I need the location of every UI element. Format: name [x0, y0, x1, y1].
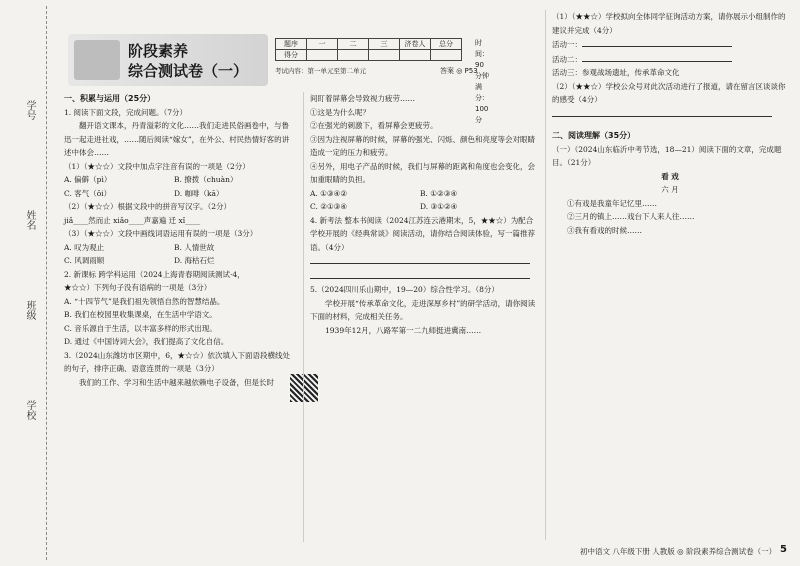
score-cell[interactable] — [369, 50, 400, 61]
question-2: 2. 新课标 跨学科运用（2024上海青春期阅读测试·4，★☆☆）下列句子没有语病的一项是（3分） — [64, 269, 245, 292]
option-a[interactable]: A. ①③④② — [310, 188, 348, 198]
page-footer: 初中语文 八年级下册 人教版 ◎ 阶段素养综合测试卷（一） — [580, 547, 777, 556]
score-header: 三 — [369, 39, 400, 50]
question-4: 4. 新考法 整本书阅读（2024江苏连云港期末，5，★★☆）为配合学校开展的《经典常谈》阅读活动，请你结合阅读体验，写一篇推荐语。（4分） — [310, 215, 535, 252]
option-c[interactable]: C. 客气（ǒi） — [64, 188, 112, 198]
sentence-3: ③因为注视屏幕的时候，屏幕的强光、闪烁、颜色和亮度等会对眼睛造成一定的压力和疲劳。 — [310, 134, 535, 157]
title-banner — [68, 34, 268, 86]
question-1-1: （1）（★☆☆）文段中加点字注音有误的一项是（2分） — [64, 161, 250, 171]
column-divider — [303, 92, 304, 542]
option-b[interactable]: B. ①②③④ — [420, 188, 458, 198]
score-cell[interactable] — [307, 50, 338, 61]
story-para-2: ②三月的镇上……戏台下人来人往…… — [567, 212, 695, 221]
exam-scope: 考试内容：第一单元至第二单元 — [275, 67, 366, 75]
score-cell[interactable] — [400, 50, 431, 61]
options — [310, 187, 538, 214]
question-1: 1. 阅读下面文段，完成问题。（7分） — [64, 107, 188, 117]
full-score: 满分：100分 — [475, 83, 489, 124]
question-3: 3.（2024山东潍坊市区期中，6，★☆☆）依次填入下面语段横线处的句子，排序正确、语意连贯的一项是（3分） — [64, 350, 291, 373]
score-header: 一 — [307, 39, 338, 50]
score-header: 总分 — [431, 39, 462, 50]
title-line1: 阶段素养 — [128, 42, 189, 60]
question-5-intro: 学校开展“传承革命文化，走进深厚乡村”的研学活动，请你阅读下面的材料，完成相关任务。 — [310, 298, 536, 321]
margin-label-class: 班级 — [24, 300, 35, 320]
score-header: 济卷人 — [400, 39, 431, 50]
banner-illustration-icon — [74, 40, 120, 80]
question-5: 5.（2024四川乐山期中，19—20）综合性学习。（8分） — [310, 285, 499, 294]
margin-label-school: 学校 — [24, 400, 35, 420]
options — [64, 241, 296, 268]
option-d[interactable]: D. 通过《中国诗词大会》，我们提高了文化自信。 — [64, 337, 229, 346]
section-heading: 二、阅读理解（35分） — [552, 131, 636, 140]
binding-margin — [0, 0, 58, 566]
option-c[interactable]: C. 风调雨顺 — [64, 256, 105, 265]
question-5-2: （2）（★★☆）学校公众号对此次活动进行了报道，请在留言区谈谈你的感受（4分） — [552, 81, 786, 104]
answer-line[interactable] — [310, 269, 538, 284]
option-a[interactable]: A. 叹为观止 — [64, 242, 105, 252]
cut-line — [46, 6, 47, 560]
sentence-2: ②在强光的刺激下，看屏幕会更疲劳。 — [310, 121, 438, 130]
question-3-text: 我们的工作、学习和生活中越来越依赖电子设备，但是长时 — [79, 377, 274, 387]
option-d[interactable]: D. 咖啡（kā） — [174, 188, 224, 198]
story-para-3: ③我有看戏的时候…… — [567, 225, 642, 235]
title-line2: 综合测试卷（一） — [128, 62, 249, 80]
option-b[interactable]: B. 撩拨（chuàn） — [174, 175, 238, 184]
score-cell[interactable] — [338, 50, 369, 61]
question-5-1: （1）（★★☆）学校拟向全体同学征询活动方案，请你展示小组制作的建议并完成（4分） — [552, 12, 786, 35]
score-header: 题序 — [276, 39, 307, 50]
answer-ref: 答案 ◎ P53 — [440, 67, 478, 75]
option-a[interactable]: A. “十四节气”是我们祖先领悟自然的智慧结晶。 — [64, 296, 225, 306]
margin-label-name: 姓名 — [24, 210, 35, 230]
sentence-4: ④另外，用电子产品的时候，我们与屏幕的距离和角度也会变化，会加重眼睛的负担。 — [310, 161, 535, 184]
material-text: 1939年12月，八路军第一二九师挺进冀南…… — [325, 325, 482, 335]
margin-label-id: 学号 — [24, 100, 35, 120]
option-a[interactable]: A. 偏僻（pì） — [64, 175, 112, 184]
reading-intro: （一）（2024山东临沂中考节选，18—21）阅读下面的文章，完成题目。（21分） — [552, 144, 782, 167]
story-title: 看 戏 — [661, 171, 679, 181]
sentence-1: ①这是为什么呢？ — [310, 107, 370, 117]
time-limit: 时间：90分钟 — [475, 39, 489, 80]
question-1-3: （3）（★☆☆）文段中画线词语运用有误的一项是（3分） — [64, 229, 258, 238]
passage-cont: 间盯着屏幕会导致视力疲劳…… — [310, 94, 415, 103]
option-d[interactable]: D. ③①②④ — [420, 202, 458, 211]
options — [64, 173, 296, 200]
option-b[interactable]: B. 人情世故 — [174, 242, 215, 252]
page-number: 5 — [780, 544, 787, 555]
passage: 翻开语文课本，丹青溢彩的文化……我们走进民俗画卷中，与鲁迅一起走进社戏，……随后阅读“嫁女”，在外公、村民热情好客的讲述中体会…… — [64, 121, 290, 157]
answer-line[interactable] — [552, 107, 788, 122]
option-c[interactable]: C. ②①③④ — [310, 202, 348, 211]
column-divider — [545, 10, 546, 540]
score-header: 二 — [338, 39, 369, 50]
option-c[interactable]: C. 音乐源自于生活，以丰富多样的形式出现。 — [64, 323, 217, 333]
activity-1-label: 活动一： — [552, 40, 582, 49]
column-2 — [310, 92, 538, 337]
activity-2[interactable] — [552, 52, 788, 67]
question-1-2: （2）（★☆☆）根据文段中的拼音写汉字。（2分） — [64, 202, 232, 211]
qr-code-icon[interactable] — [290, 374, 318, 402]
option-b[interactable]: B. 我们在校园里收集课桌，在生活中学语文。 — [64, 310, 217, 319]
column-1 — [64, 92, 296, 389]
story-para-1: ①有戏是我童年记忆里…… — [567, 198, 657, 208]
score-table — [275, 38, 462, 61]
answer-line[interactable] — [310, 254, 538, 269]
option-d[interactable]: D. 海枯石烂 — [174, 256, 215, 265]
story-author: 六 月 — [661, 185, 679, 194]
score-row-label: 得分 — [276, 50, 307, 61]
activity-3: 活动三：参观战场遗址，传承革命文化 — [552, 68, 680, 77]
section-heading: 一、积累与运用（25分） — [64, 94, 156, 103]
activity-2-label: 活动二： — [552, 54, 582, 64]
pinyin-blanks[interactable]: jiǎ____然而止 xiǎo____声嘉遍 迁 xǐ____ — [64, 215, 201, 225]
exam-page — [60, 0, 796, 566]
score-cell[interactable] — [431, 50, 462, 61]
activity-1[interactable] — [552, 37, 788, 52]
column-3 — [552, 10, 788, 237]
